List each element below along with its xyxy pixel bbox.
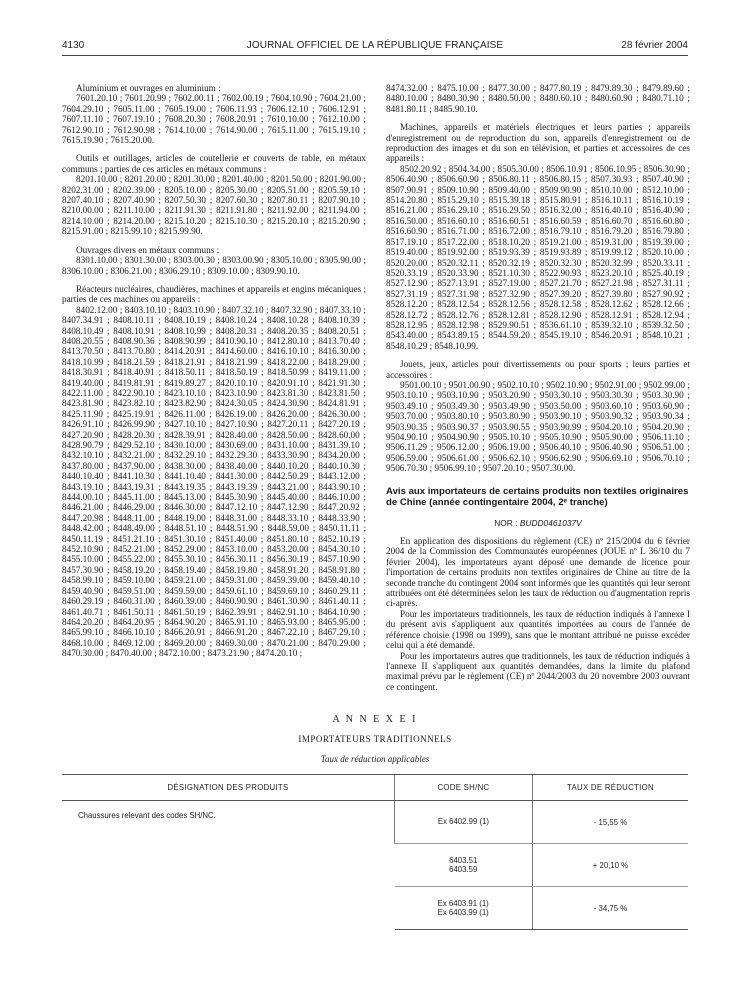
code-value: 6403.51: [449, 855, 478, 865]
table-row: [62, 801, 688, 844]
code-list-outils: 8201.10.00 ; 8201.20.00 ; 8201.30.00 ; 8201.40.00 ; 8201.50.00 ; 8201.90.00 ; 8202.31.00 ; 8202.39.00 ; 8205.10.00 ; 8205.30.00 ; 8205.51.00 ; 8205.59.10 ; 8207.40.10 ; 8207.40.90 ; 8207.50.30 ; 8207.60.30 ; 8207.80.11 ; 8207.90.10 ; 8210.00.00 ; 8211.10.00 ; 8211.91.30 ; 8211.91.80 ; 8211.92.00 ; 8211.94.00 ; 8214.10.00 ; 8214.20.00 ; 8215.10.20 ; 8215.10.30 ; 8215.20.10 ; 8215.20.90 ; 8215.91.00 ; 8215.99.10 ; 8215.99.90.: [62, 174, 366, 237]
nor-label: NOR :: [494, 517, 518, 528]
right-column: [386, 83, 690, 692]
page-header: [62, 40, 688, 54]
section-heading-ouvrages: Ouvrages divers en métaux communs :: [76, 244, 220, 255]
left-column: [62, 83, 366, 659]
annex-caption: Taux de réduction applicables: [320, 754, 430, 764]
reduction-rates-table: [62, 774, 688, 930]
notice-body: [386, 536, 690, 692]
code-value: Ex 6403.91 (1): [437, 898, 489, 908]
table-header-row: [62, 775, 688, 801]
issue-date: 28 février 2004: [621, 40, 688, 51]
code-list-machines: 8502.20.92 ; 8504.34.00 ; 8505.30.00 ; 8506.10.91 ; 8506.10.95 ; 8506.30.90 ; 8506.40.90 ; 8506.60.90 ; 8506.80.11 ; 8506.80.15 ; 8507.30.93 ; 8507.40.90 ; 8507.90.91 ; 8509.10.90 ; 8509.40.00 ; 8509.90.90 ; 8510.10.00 ; 8512.10.00 ; 8514.20.80 ; 8515.29.10 ; 8515.39.18 ; 8515.80.91 ; 8516.10.11 ; 8516.10.19 ; 8516.21.00 ; 8516.29.10 ; 8516.29.50 ; 8516.32.00 ; 8516.40.10 ; 8516.40.90 ; 8516.50.00 ; 8516.60.10 ; 8516.60.51 ; 8516.60.59 ; 8516.60.70 ; 8516.60.80 ; 8516.60.90 ; 8516.71.00 ; 8516.72.00 ; 8516.79.10 ; 8516.79.20 ; 8516.79.80 ; 8517.19.10 ; 8517.22.00 ; 8518.10.20 ; 8519.21.00 ; 8519.31.00 ; 8519.39.00 ; 8519.40.00 ; 8519.92.00 ; 8519.93.39 ; 8519.93.89 ; 8519.99.12 ; 8520.10.00 ; 8520.20.00 ; 8520.32.11 ; 8520.32.19 ; 8520.32.30 ; 8520.32.99 ; 8520.33.11 ; 8520.33.19 ; 8520.33.90 ; 8521.10.30 ; 8522.90.93 ; 8523.20.10 ; 8525.40.19 ; 8527.12.90 ; 8527.13.91 ; 8527.19.00 ; 8527.21.70 ; 8527.21.98 ; 8527.31.11 ; 8527.31.19 ; 8527.31.98 ; 8527.32.90 ; 8527.39.20 ; 8527.39.80 ; 8527.90.92 ; 8528.12.20 ; 8528.12.54 ; 8528.12.56 ; 8528.12.58 ; 8528.12.62 ; 8528.12.66 ; 8528.12.72 ; 8528.12.76 ; 8528.12.81 ; 8528.12.90 ; 8528.12.91 ; 8528.12.94 ; 8528.12.95 ; 8528.12.98 ; 8529.90.51 ; 8536.61.10 ; 8539.32.10 ; 8539.32.50 ; 8543.40.00 ; 8543.89.15 ; 8544.59.20 ; 8545.19.10 ; 8546.20.91 ; 8548.10.21 ; 8548.10.29 ; 8548.10.99.: [386, 163, 690, 351]
header-rule: [62, 55, 688, 56]
annex-subtitle: IMPORTATEURS TRADITIONNELS: [298, 734, 452, 744]
rate-value: - 34,75 %: [532, 887, 688, 930]
code-value: Ex 6402.99 (1): [437, 817, 490, 827]
code-list-aluminium: 7601.20.10 ; 7601.20.99 ; 7602.00.11 ; 7602.00.19 ; 7604.10.90 ; 7604.21.00 ; 7604.29.10 ; 7605.11.00 ; 7605.19.00 ; 7606.11.93 ; 7606.12.10 ; 7606.12.91 ; 7607.11.10 ; 7607.19.10 ; 7608.20.30 ; 7608.20.91 ; 7610.10.00 ; 7612.10.00 ; 7612.90.10 ; 7612.90.98 ; 7614.10.00 ; 7614.90.00 ; 7615.11.00 ; 7615.19.10 ; 7615.19.90 ; 7615.20.00.: [62, 93, 366, 146]
section-heading-machines: Machines, appareils et matériels électriques et leurs parties ; appareils d'enregistrement ou de reproduction du son, appareils d'enregistrement ou de reproduction des images et du son en télévision, et parties et accessoires de ces appareils :: [386, 122, 690, 164]
code-list-continuation: 8474.32.00 ; 8475.10.00 ; 8477.30.00 ; 8477.80.19 ; 8479.89.30 ; 8479.89.60 ; 8480.10.00 ; 8480.30.90 ; 8480.50.00 ; 8480.60.10 ; 8480.60.90 ; 8480.71.10 ; 8481.80.11 ; 8485.90.10.: [386, 83, 690, 114]
column-header-designation: DÉSIGNATION DES PRODUITS: [62, 775, 395, 801]
section-heading-outils: Outils et outillages, articles de coutellerie et couverts de table, en métaux communs ; parties de ces articles en métaux communs :: [62, 153, 366, 174]
journal-title: JOURNAL OFFICIEL DE LA RÉPUBLIQUE FRANÇAISE: [246, 40, 504, 51]
column-header-code: CODE SH/NC: [395, 775, 533, 801]
code-list-jouets: 9501.00.10 ; 9501.00.90 ; 9502.10.10 ; 9502.10.90 ; 9502.91.00 ; 9502.99.00 ; 9503.10.10 ; 9503.10.90 ; 9503.20.90 ; 9503.30.10 ; 9503.30.30 ; 9503.30.90 ; 9503.49.10 ; 9503.49.30 ; 9503.49.90 ; 9503.50.00 ; 9503.60.10 ; 9503.60.90 ; 9503.70.00 ; 9503.80.10 ; 9503.80.90 ; 9503.90.10 ; 9503.90.32 ; 9503.90.34 ; 9503.90.35 ; 9503.90.37 ; 9503.90.55 ; 9503.90.99 ; 9504.20.10 ; 9504.20.90 ; 9504.90.10 ; 9504.90.90 ; 9505.10.10 ; 9505.10.90 ; 9505.90.00 ; 9506.11.10 ; 9506.11.29 ; 9506.12.00 ; 9506.19.00 ; 9506.40.10 ; 9506.40.90 ; 9506.51.00 ; 9506.59.00 ; 9506.61.00 ; 9506.62.10 ; 9506.62.90 ; 9506.69.10 ; 9506.70.10 ; 9506.70.30 ; 9506.99.10 ; 9507.20.10 ; 9507.30.00.: [386, 379, 690, 474]
section-heading-reacteurs: Réacteurs nucléaires, chaudières, machines et appareils et engins mécaniques ; parties de ces machines ou appareils :: [62, 283, 366, 305]
code-cell: [395, 887, 533, 930]
notice-title: Avis aux importateurs de certains produits non textiles originaires de Chine (année contingentaire 2004, 2ᵉ tranche): [386, 485, 689, 508]
code-list-ouvrages: 8301.10.00 ; 8301.30.00 ; 8303.00.30 ; 8303.00.90 ; 8305.10.00 ; 8305.90.00 ; 8306.10.00 ; 8306.21.00 ; 8306.29.10 ; 8309.10.00 ; 8309.90.10.: [62, 255, 366, 276]
code-value: Ex 6403.99 (1): [437, 908, 489, 917]
notice-paragraph: Pour les importateurs autres que traditionnels, les taux de réduction indiqués à l'annexe II s'appliquent aux quantités demandées, dans la limite du plafond maximal prévu par le règlement (CE) nº 2044/2003 du 20 novembre 2003 ouvrant ce contingent.: [386, 650, 690, 692]
code-list-reacteurs: 8402.12.00 ; 8403.10.10 ; 8403.10.90 ; 8407.32.10 ; 8407.32.90 ; 8407.33.10 ; 8407.34.91 ; 8408.10.11 ; 8408.10.19 ; 8408.10.24 ; 8408.10.28 ; 8408.10.39 ; 8408.10.49 ; 8408.10.91 ; 8408.10.99 ; 8408.20.31 ; 8408.20.35 ; 8408.20.51 ; 8408.20.55 ; 8408.90.36 ; 8408.90.99 ; 8410.90.10 ; 8412.80.10 ; 8413.70.40 ; 8413.70.50 ; 8413.70.80 ; 8414.20.91 ; 8414.60.00 ; 8416.10.10 ; 8416.30.00 ; 8418.10.99 ; 8418.21.59 ; 8418.21.91 ; 8418.21.99 ; 8418.22.00 ; 8418.29.00 ; 8418.30.91 ; 8418.40.91 ; 8418.50.11 ; 8418.50.19 ; 8418.50.99 ; 8419.11.00 ; 8419.40.00 ; 8419.81.91 ; 8419.89.27 ; 8420.10.10 ; 8420.91.10 ; 8421.91.30 ; 8422.11.00 ; 8422.90.10 ; 8423.10.10 ; 8423.10.90 ; 8423.81.30 ; 8423.81.50 ; 8423.81.90 ; 8423.82.10 ; 8423.82.90 ; 8424.30.05 ; 8424.30.90 ; 8424.81.91 ; 8425.11.90 ; 8425.19.91 ; 8426.11.00 ; 8426.19.00 ; 8426.20.00 ; 8426.30.00 ; 8426.91.10 ; 8426.99.90 ; 8427.10.10 ; 8427.10.90 ; 8427.20.11 ; 8427.20.19 ; 8427.20.90 ; 8428.20.30 ; 8428.39.91 ; 8428.40.00 ; 8428.50.00 ; 8428.60.00 ; 8428.90.79 ; 8429.52.10 ; 8430.10.00 ; 8430.69.00 ; 8431.10.00 ; 8431.39.10 ; 8432.10.10 ; 8432.21.00 ; 8432.29.10 ; 8432.29.30 ; 8433.30.90 ; 8434.20.00 ; 8437.80.00 ; 8437.90.00 ; 8438.30.00 ; 8438.40.00 ; 8440.10.20 ; 8440.10.30 ; 8440.10.40 ; 8441.10.30 ; 8441.10.40 ; 8441.30.00 ; 8442.50.29 ; 8443.12.00 ; 8443.19.10 ; 8443.19.31 ; 8443.19.35 ; 8443.19.39 ; 8443.21.00 ; 8443.90.10 ; 8444.00.10 ; 8445.11.00 ; 8445.13.00 ; 8445.30.90 ; 8445.40.00 ; 8446.10.00 ; 8446.21.00 ; 8446.29.00 ; 8446.30.00 ; 8447.12.10 ; 8447.12.90 ; 8447.20.92 ; 8447.20.98 ; 8448.11.00 ; 8448.19.00 ; 8448.31.00 ; 8448.33.10 ; 8448.33.90 ; 8448.42.00 ; 8448.49.00 ; 8448.51.10 ; 8448.51.90 ; 8448.59.00 ; 8450.11.11 ; 8450.11.19 ; 8451.21.10 ; 8451.30.10 ; 8451.40.00 ; 8451.80.10 ; 8452.10.19 ; 8452.10.90 ; 8452.21.00 ; 8452.29.00 ; 8453.10.00 ; 8453.20.00 ; 8454.30.10 ; 8455.10.00 ; 8455.22.00 ; 8455.30.10 ; 8456.30.11 ; 8456.30.19 ; 8457.10.90 ; 8457.30.90 ; 8458.19.20 ; 8458.19.40 ; 8458.19.80 ; 8458.91.20 ; 8458.91.80 ; 8458.99.10 ; 8459.10.00 ; 8459.21.00 ; 8459.31.00 ; 8459.39.00 ; 8459.40.10 ; 8459.40.90 ; 8459.51.00 ; 8459.59.00 ; 8459.61.10 ; 8459.69.10 ; 8460.29.11 ; 8460.29.19 ; 8460.31.00 ; 8460.39.00 ; 8460.90.90 ; 8461.30.90 ; 8461.40.11 ; 8461.40.71 ; 8461.50.11 ; 8461.50.19 ; 8462.39.91 ; 8462.91.10 ; 8464.10.90 ; 8464.20.20 ; 8464.20.95 ; 8464.90.20 ; 8465.91.10 ; 8465.93.00 ; 8465.95.00 ; 8465.99.10 ; 8466.10.10 ; 8466.20.91 ; 8466.91.20 ; 8467.22.10 ; 8467.29.10 ; 8468.10.00 ; 8469.12.00 ; 8469.20.00 ; 8469.30.00 ; 8470.21.00 ; 8470.29.00 ; 8470.30.00 ; 8470.40.00 ; 8472.10.00 ; 8473.21.90 ; 8474.20.10 ;: [62, 304, 366, 659]
annex-heading: [62, 714, 688, 764]
section-heading-jouets: Jouets, jeux, articles pour divertissements ou pour sports ; leurs parties et accessoires :: [386, 359, 690, 380]
code-value: 6403.59: [449, 865, 478, 874]
rate-value: - 15,55 %: [532, 801, 688, 844]
nor-reference: [386, 518, 690, 528]
page-number: 4130: [62, 40, 85, 51]
notice-paragraph: Pour les importateurs traditionnels, les taux de réduction indiqués à l'annexe I du présent avis s'appliquent aux quantités importées au cours de l'année de référence choisie (1998 ou 1999), sans que le montant attribué ne puisse excéder celui qui a été demandé.: [386, 608, 690, 651]
product-designation: Chaussures relevant des codes SH/NC.: [78, 811, 216, 820]
annex-title: A N N E X E I: [332, 714, 418, 725]
column-header-rate: TAUX DE RÉDUCTION: [532, 775, 688, 801]
notice-paragraph: En application des dispositions du règlement (CE) nº 215/2004 du 6 février 2004 de la Commission des Communautés européennes (JOUE nº L 36/10 du 7 février 2004), les importateurs ayant déposé une demande de licence pour l'importation de certains produits non textiles originaires de Chine au titre de la seconde tranche du contingent 2004 sont informés que les quantités qui leur seront attribuées ont été déterminées selon les taux de réduction ou d'augmentation repris ci-après.: [386, 536, 690, 609]
nor-code: BUDD0461037V: [519, 517, 582, 528]
section-heading-aluminium: Aluminium et ouvrages en aluminium :: [76, 83, 221, 93]
code-cell: [395, 844, 533, 887]
rate-value: + 20,10 %: [532, 844, 688, 887]
code-cell: [395, 801, 533, 844]
